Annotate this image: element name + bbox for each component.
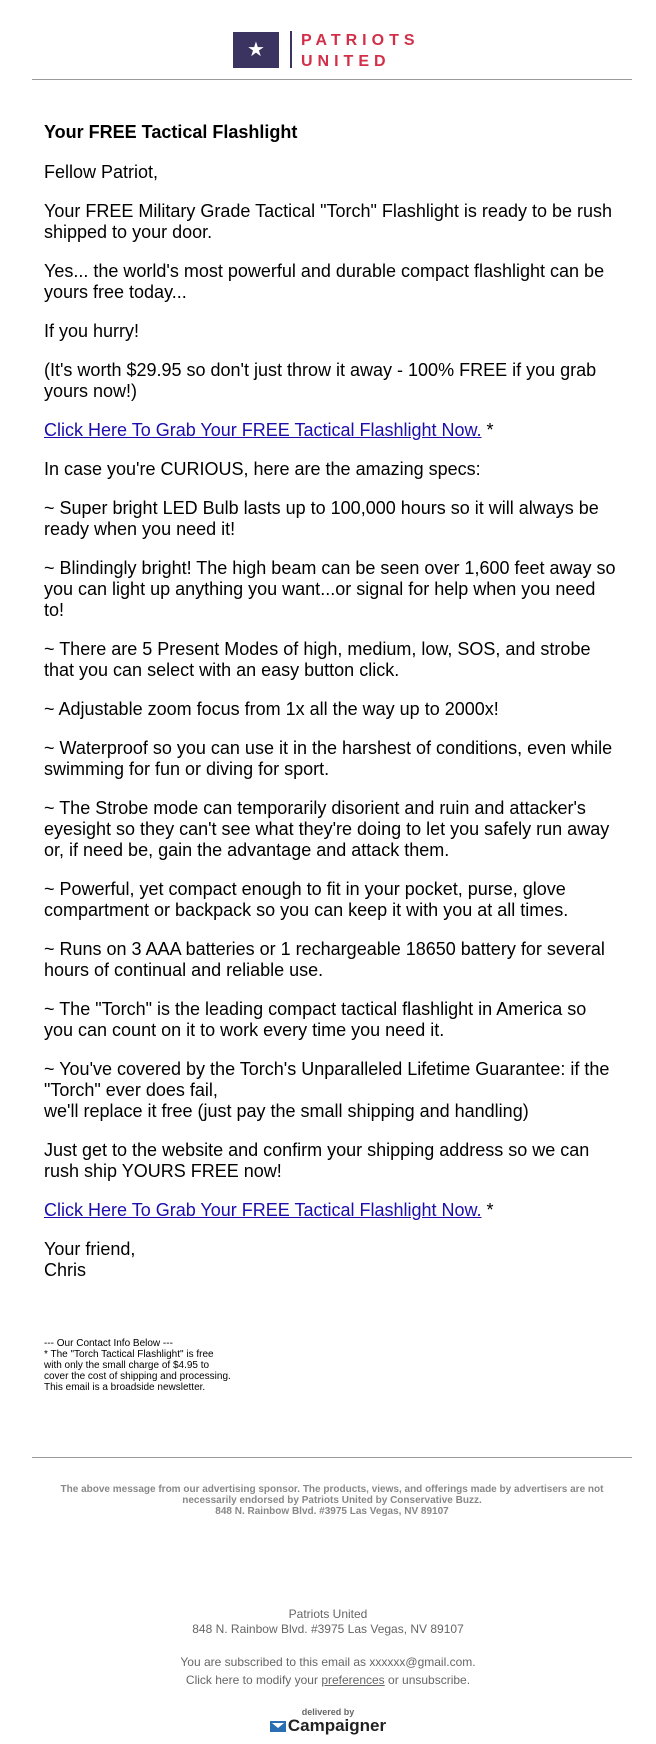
spec-item: ~ Super bright LED Bulb lasts up to 100,000 hours so it will always be ready when you need it! — [44, 498, 599, 539]
campaigner-brand: Campaigner — [287, 1716, 387, 1735]
modify-prefix: Click here to modify your — [185, 1673, 322, 1687]
logo-line-1: PATRIOTS — [301, 32, 420, 49]
signoff: Your friend, — [44, 1239, 136, 1259]
unsubscribe-link[interactable]: or unsubscribe. — [384, 1673, 471, 1687]
specs-intro: In case you're CURIOUS, here are the amazing specs: — [44, 459, 481, 479]
yes-paragraph: Yes... the world's most powerful and durable compact flashlight can be yours free today... — [44, 261, 605, 302]
spec-item: ~ The "Torch" is the leading compact tactical flashlight in America so you can count on it to work every time you need it. — [44, 999, 587, 1040]
signature: Chris — [44, 1260, 87, 1280]
intro-paragraph: Your FREE Military Grade Tactical "Torch" Flashlight is ready to be rush shipped to your door. — [44, 201, 613, 242]
footer-divider — [32, 1457, 632, 1458]
logo-line-2: UNITED — [301, 53, 391, 70]
cta-link-1[interactable]: Click Here To Grab Your FREE Tactical Flashlight Now. — [44, 420, 482, 440]
footer-subscribed: You are subscribed to this email as xxxxxx@gmail.com. — [180, 1655, 476, 1669]
contact-line: with only the small charge of $4.95 to — [44, 1360, 210, 1371]
cta-asterisk: * — [481, 1200, 494, 1220]
hurry-paragraph: If you hurry! — [44, 321, 140, 341]
logo-text — [301, 30, 420, 72]
footer-modify — [0, 1673, 656, 1688]
greeting: Fellow Patriot, — [44, 162, 159, 182]
contact-line: cover the cost of shipping and processing. — [44, 1371, 231, 1382]
preferences-link[interactable]: preferences — [321, 1673, 385, 1687]
disclaimer-address: 848 N. Rainbow Blvd. #3975 Las Vegas, NV 89107 — [215, 1506, 449, 1517]
worth-paragraph: (It's worth $29.95 so don't just throw it away - 100% FREE if you grab yours now!) — [44, 360, 597, 401]
spec-item: ~ Blindingly bright! The high beam can be seen over 1,600 feet away so you can light up anything you want...or signal for help when you need to! — [44, 558, 616, 620]
email-body — [44, 122, 618, 1299]
signoff-block — [44, 1239, 618, 1281]
spec-item: ~ Powerful, yet compact enough to fit in your pocket, purse, glove compartment or backpack so you can keep it with you at all times. — [44, 879, 569, 920]
spec-item: ~ The Strobe mode can temporarily disorient and ruin and attacker's eyesight so they can't see what they're doing to let you safely run away or, if need be, gain the advantage and attack them. — [44, 798, 610, 860]
contact-line: This email is a broadside newsletter. — [44, 1382, 206, 1393]
campaigner-envelope-icon — [270, 1721, 286, 1732]
email-header — [0, 0, 656, 80]
footer-address: 848 N. Rainbow Blvd. #3975 Las Vegas, NV 89107 — [192, 1622, 464, 1636]
sponsor-disclaimer — [32, 1484, 632, 1517]
guarantee-line-2: we'll replace it free (just pay the small shipping and handling) — [44, 1101, 529, 1121]
confirm-paragraph: Just get to the website and confirm your shipping address so we can rush ship YOURS FREE now! — [44, 1140, 590, 1181]
email-title: Your FREE Tactical Flashlight — [44, 122, 298, 142]
header-divider — [32, 79, 632, 80]
star-icon: ★ — [233, 32, 279, 68]
spec-item: ~ Adjustable zoom focus from 1x all the way up to 2000x! — [44, 699, 499, 719]
guarantee-line-1: ~ You've covered by the Torch's Unparalleled Lifetime Guarantee: if the "Torch" ever does fail, — [44, 1059, 610, 1100]
email-footer — [0, 1607, 656, 1688]
cta-asterisk: * — [481, 420, 494, 440]
logo-divider — [290, 31, 292, 68]
footer-org: Patriots United — [288, 1607, 368, 1621]
cta-paragraph-1 — [44, 420, 618, 441]
spec-item: ~ Runs on 3 AAA batteries or 1 rechargeable 18650 battery for several hours of continual and reliable use. — [44, 939, 605, 980]
contact-line: * The "Torch Tactical Flashlight" is free — [44, 1349, 214, 1360]
cta-link-2[interactable]: Click Here To Grab Your FREE Tactical Flashlight Now. — [44, 1200, 482, 1220]
contact-line: --- Our Contact Info Below --- — [44, 1338, 173, 1349]
delivered-by-badge[interactable] — [0, 1707, 656, 1736]
guarantee-paragraph — [44, 1059, 618, 1122]
cta-paragraph-2 — [44, 1200, 618, 1221]
spec-item: ~ Waterproof so you can use it in the harshest of conditions, even while swimming for fun or diving for sport. — [44, 738, 613, 779]
delivered-by-label: delivered by — [301, 1707, 355, 1717]
campaigner-logo — [270, 1717, 386, 1735]
disclaimer-text: The above message from our advertising sponsor. The products, views, and offerings made by advertisers are not necessarily endorsed by Patriots United by Conservative Buzz. — [60, 1484, 604, 1506]
spec-item: ~ There are 5 Present Modes of high, medium, low, SOS, and strobe that you can select with an easy button click. — [44, 639, 591, 680]
contact-info — [44, 1338, 304, 1393]
patriots-united-logo[interactable] — [233, 30, 433, 70]
